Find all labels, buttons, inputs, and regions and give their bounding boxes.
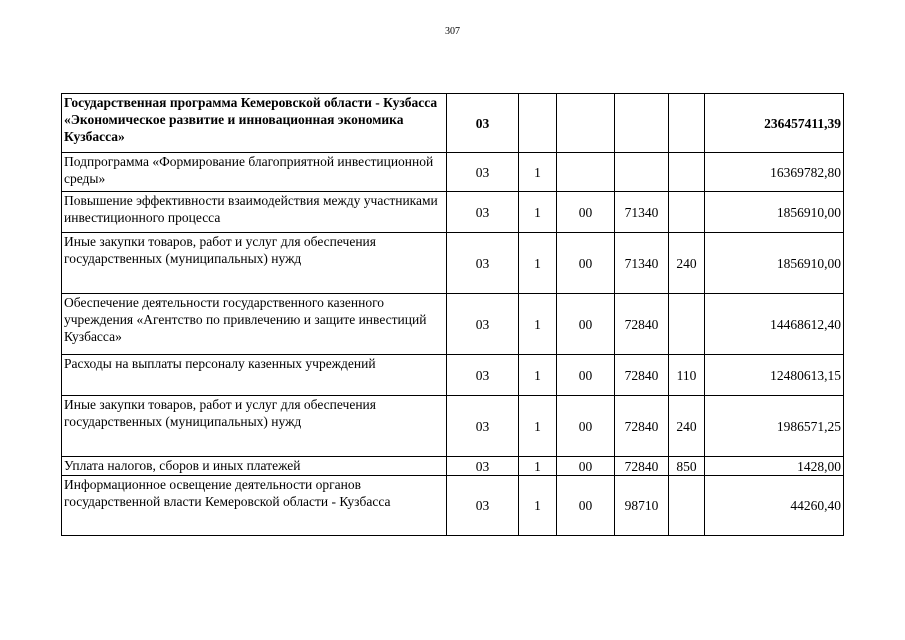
section-code: 03 [447,192,519,233]
expense-code: 71340 [615,233,669,294]
direction-code [557,94,615,153]
amount: 236457411,39 [705,94,844,153]
expense-type-code: 240 [669,396,705,457]
item-name: Расходы на выплаты персоналу казенных учреждений [62,355,447,396]
amount: 1428,00 [705,457,844,476]
subprogram-code: 1 [519,294,557,355]
expense-code: 98710 [615,476,669,536]
amount: 1856910,00 [705,192,844,233]
section-code: 03 [447,396,519,457]
table-row [62,94,844,153]
expense-type-code: 240 [669,233,705,294]
direction-code: 00 [557,355,615,396]
expense-code: 72840 [615,294,669,355]
subprogram-code [519,94,557,153]
section-code: 03 [447,476,519,536]
direction-code [557,153,615,192]
item-name: Информационное освещение деятельности органов государственной власти Кемеровской области - Кузбасса [62,476,447,536]
direction-code: 00 [557,476,615,536]
expense-type-code [669,476,705,536]
item-name: Иные закупки товаров, работ и услуг для обеспечения государственных (муниципальных) нужд [62,233,447,294]
expense-type-code [669,192,705,233]
expense-code: 72840 [615,396,669,457]
amount: 44260,40 [705,476,844,536]
budget-table-body [62,94,844,536]
expense-code: 72840 [615,355,669,396]
expense-type-code [669,94,705,153]
direction-code: 00 [557,396,615,457]
page-number: 307 [445,26,460,37]
section-code: 03 [447,233,519,294]
item-name: Государственная программа Кемеровской области - Кузбасса «Экономическое развитие и инновационная экономика Кузбасса» [62,94,447,153]
table-row [62,233,844,294]
expense-type-code [669,153,705,192]
direction-code: 00 [557,294,615,355]
subprogram-code: 1 [519,355,557,396]
table-row [62,476,844,536]
subprogram-code: 1 [519,233,557,294]
expense-type-code: 110 [669,355,705,396]
amount: 1986571,25 [705,396,844,457]
table-row [62,192,844,233]
item-name: Обеспечение деятельности государственного казенного учреждения «Агентство по привлечению и защите инвестиций Кузбасса» [62,294,447,355]
expense-code: 72840 [615,457,669,476]
table-row [62,457,844,476]
subprogram-code: 1 [519,396,557,457]
section-code: 03 [447,153,519,192]
direction-code: 00 [557,457,615,476]
section-code: 03 [447,457,519,476]
expense-type-code [669,294,705,355]
table-row [62,294,844,355]
amount: 14468612,40 [705,294,844,355]
section-code: 03 [447,94,519,153]
amount: 12480613,15 [705,355,844,396]
item-name: Уплата налогов, сборов и иных платежей [62,457,447,476]
direction-code: 00 [557,192,615,233]
subprogram-code: 1 [519,192,557,233]
expense-code [615,94,669,153]
subprogram-code: 1 [519,457,557,476]
expense-type-code: 850 [669,457,705,476]
subprogram-code: 1 [519,153,557,192]
item-name: Иные закупки товаров, работ и услуг для обеспечения государственных (муниципальных) нужд [62,396,447,457]
section-code: 03 [447,294,519,355]
amount: 1856910,00 [705,233,844,294]
section-code: 03 [447,355,519,396]
subprogram-code: 1 [519,476,557,536]
direction-code: 00 [557,233,615,294]
expense-code [615,153,669,192]
budget-table [61,93,844,536]
table-row [62,396,844,457]
amount: 16369782,80 [705,153,844,192]
expense-code: 71340 [615,192,669,233]
table-row [62,355,844,396]
item-name: Повышение эффективности взаимодействия между участниками инвестиционного процесса [62,192,447,233]
table-row [62,153,844,192]
item-name: Подпрограмма «Формирование благоприятной инвестиционной среды» [62,153,447,192]
